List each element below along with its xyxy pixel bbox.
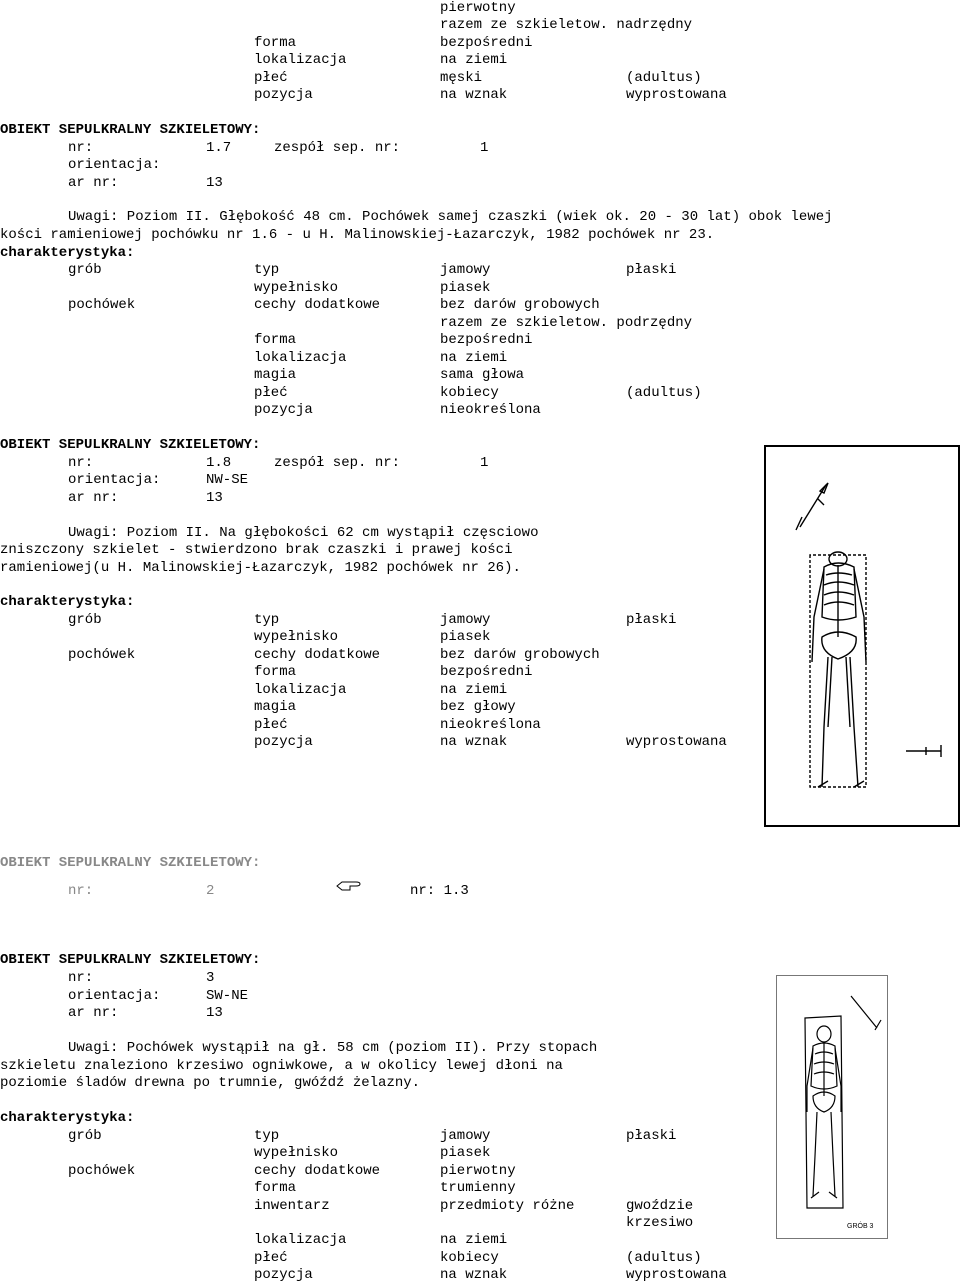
pozycja-label: pozycja (254, 402, 313, 418)
wypelnisko-label: wypełnisko (254, 629, 339, 645)
typ-value: jamowy (440, 1128, 491, 1144)
uwagi-line-2: szkieletu znaleziono krzesiwo ogniwkowe, a w okolicy lewej dłoni na (0, 1058, 563, 1074)
lokalizacja-label: lokalizacja (254, 350, 347, 366)
lokalizacja-label: lokalizacja (254, 682, 347, 698)
orientacja-label: orientacja: (68, 472, 161, 488)
top-forma-value: bezpośredni (440, 35, 533, 51)
lokalizacja-value: na ziemi (440, 682, 508, 698)
orientacja-label: orientacja: (68, 157, 161, 173)
wypelnisko-value: piasek (440, 280, 491, 296)
top-pozycja-label: pozycja (254, 87, 313, 103)
cechy-value2: razem ze szkieletow. podrzędny (440, 315, 693, 331)
pochowek-label: pochówek (68, 647, 136, 663)
charakterystyka-heading: charakterystyka: (0, 1110, 135, 1126)
nr-label: nr: (68, 970, 94, 986)
ar-nr-value: 13 (206, 490, 223, 506)
nr-value: 3 (206, 970, 215, 986)
plec-label: płeć (254, 1250, 288, 1266)
object-heading: OBIEKT SEPULKRALNY SZKIELETOWY: (0, 855, 261, 871)
typ-value2: płaski (626, 612, 677, 628)
magia-label: magia (254, 367, 297, 383)
typ-value2: płaski (626, 1128, 677, 1144)
top-plec-age: (adultus) (626, 70, 702, 86)
inwentarz-value3: krzesiwo (626, 1215, 694, 1231)
cechy-value: pierwotny (440, 1163, 516, 1179)
pozycja-value2: wyprostowana (626, 734, 727, 750)
inwentarz-value2: gwoździe (626, 1198, 694, 1214)
ar-nr-value: 13 (206, 1005, 223, 1021)
uwagi-line-1: Uwagi: Pochówek wystąpił na gł. 58 cm (poziom II). Przy stopach (68, 1040, 598, 1056)
top-pozycja-value: na wznak (440, 87, 508, 103)
inwentarz-value: przedmioty różne (440, 1198, 575, 1214)
pochowek-label: pochówek (68, 297, 136, 313)
uwagi-line-2: zniszczony szkielet - stwierdzono brak czaszki i prawej kości (0, 542, 513, 558)
magia-value: bez głowy (440, 699, 516, 715)
object-heading: OBIEKT SEPULKRALNY SZKIELETOWY: (0, 122, 261, 138)
typ-label: typ (254, 262, 280, 278)
zespol-label: zespół sep. nr: (274, 455, 401, 471)
pozycja-label: pozycja (254, 1267, 313, 1283)
typ-label: typ (254, 612, 280, 628)
typ-value2: płaski (626, 262, 677, 278)
cechy-label: cechy dodatkowe (254, 297, 381, 313)
cechy-value: bez darów grobowych (440, 297, 600, 313)
zespol-value: 1 (480, 140, 489, 156)
zespol-label: zespół sep. nr: (274, 140, 401, 156)
nr-label: nr: (68, 455, 94, 471)
plec-label: płeć (254, 385, 288, 401)
drawing-caption: GRÓB 3 (847, 1223, 874, 1230)
orientacja-label: orientacja: (68, 988, 161, 1004)
magia-label: magia (254, 699, 297, 715)
top-lokalizacja-value: na ziemi (440, 52, 508, 68)
forma-value: trumienny (440, 1180, 516, 1196)
orientacja-value: NW-SE (206, 472, 249, 488)
pointing-hand-icon (336, 879, 362, 899)
nr-label: nr: (68, 883, 94, 899)
cechy-label: cechy dodatkowe (254, 1163, 381, 1179)
pozycja-value: na wznak (440, 1267, 508, 1283)
ar-nr-value: 13 (206, 175, 223, 191)
top-line-2: razem ze szkieletow. nadrzędny (440, 17, 693, 33)
top-plec-label: płeć (254, 70, 288, 86)
uwagi-line-1: Uwagi: Poziom II. Na głębokości 62 cm wystąpił częsciowo (68, 525, 539, 541)
wypelnisko-value: piasek (440, 629, 491, 645)
grob-label: grób (68, 262, 102, 278)
top-forma-label: forma (254, 35, 297, 51)
plec-value: nieokreślona (440, 717, 541, 733)
top-lokalizacja-label: lokalizacja (254, 52, 347, 68)
charakterystyka-heading: charakterystyka: (0, 245, 135, 261)
top-pozycja-value2: wyprostowana (626, 87, 727, 103)
typ-value: jamowy (440, 262, 491, 278)
cechy-value: bez darów grobowych (440, 647, 600, 663)
skeleton-drawing (766, 447, 958, 825)
forma-value: bezpośredni (440, 332, 533, 348)
pochowek-label: pochówek (68, 1163, 136, 1179)
forma-label: forma (254, 332, 297, 348)
plec-age: (adultus) (626, 385, 702, 401)
lokalizacja-value: na ziemi (440, 1232, 508, 1248)
pozycja-label: pozycja (254, 734, 313, 750)
ar-nr-label: ar nr: (68, 175, 119, 191)
lokalizacja-label: lokalizacja (254, 1232, 347, 1248)
charakterystyka-heading: charakterystyka: (0, 594, 135, 610)
magia-value: sama głowa (440, 367, 525, 383)
plec-age: (adultus) (626, 1250, 702, 1266)
object-heading: OBIEKT SEPULKRALNY SZKIELETOWY: (0, 952, 261, 968)
object-heading: OBIEKT SEPULKRALNY SZKIELETOWY: (0, 437, 261, 453)
nr-value: 2 (206, 883, 215, 899)
nr-value: 1.8 (206, 455, 232, 471)
typ-label: typ (254, 1128, 280, 1144)
uwagi-line-3: ramieniowej(u H. Malinowskiej-Łazarczyk, 1982 pochówek nr 26). (0, 560, 521, 576)
lokalizacja-value: na ziemi (440, 350, 508, 366)
grave-drawing-2 (776, 975, 888, 1239)
see-nr-link: nr: 1.3 (410, 883, 469, 899)
inwentarz-label: inwentarz (254, 1198, 330, 1214)
pozycja-value: nieokreślona (440, 402, 541, 418)
nr-label: nr: (68, 140, 94, 156)
nr-value: 1.7 (206, 140, 232, 156)
forma-label: forma (254, 1180, 297, 1196)
uwagi-line-3: poziomie śladów drewna po trumnie, gwóźdź żelazny. (0, 1075, 421, 1091)
skeleton-drawing (777, 976, 887, 1238)
top-line-1: pierwotny (440, 0, 516, 16)
plec-value: kobiecy (440, 385, 499, 401)
ar-nr-label: ar nr: (68, 1005, 119, 1021)
forma-value: bezpośredni (440, 664, 533, 680)
plec-label: płeć (254, 717, 288, 733)
uwagi-line-2: kości ramieniowej pochówku nr 1.6 - u H. Malinowskiej-Łazarczyk, 1982 pochówek nr 23. (0, 227, 715, 243)
pozycja-value: na wznak (440, 734, 508, 750)
typ-value: jamowy (440, 612, 491, 628)
plec-value: kobiecy (440, 1250, 499, 1266)
zespol-value: 1 (480, 455, 489, 471)
orientacja-value: SW-NE (206, 988, 249, 1004)
grob-label: grób (68, 1128, 102, 1144)
grob-label: grób (68, 612, 102, 628)
forma-label: forma (254, 664, 297, 680)
pozycja-value2: wyprostowana (626, 1267, 727, 1283)
wypelnisko-label: wypełnisko (254, 1145, 339, 1161)
wypelnisko-label: wypełnisko (254, 280, 339, 296)
wypelnisko-value: piasek (440, 1145, 491, 1161)
ar-nr-label: ar nr: (68, 490, 119, 506)
uwagi-line-1: Uwagi: Poziom II. Głębokość 48 cm. Pochówek samej czaszki (wiek ok. 20 - 30 lat) obok lewej (68, 209, 833, 225)
grave-drawing-1 (764, 445, 960, 827)
cechy-label: cechy dodatkowe (254, 647, 381, 663)
top-plec-value: męski (440, 70, 483, 86)
